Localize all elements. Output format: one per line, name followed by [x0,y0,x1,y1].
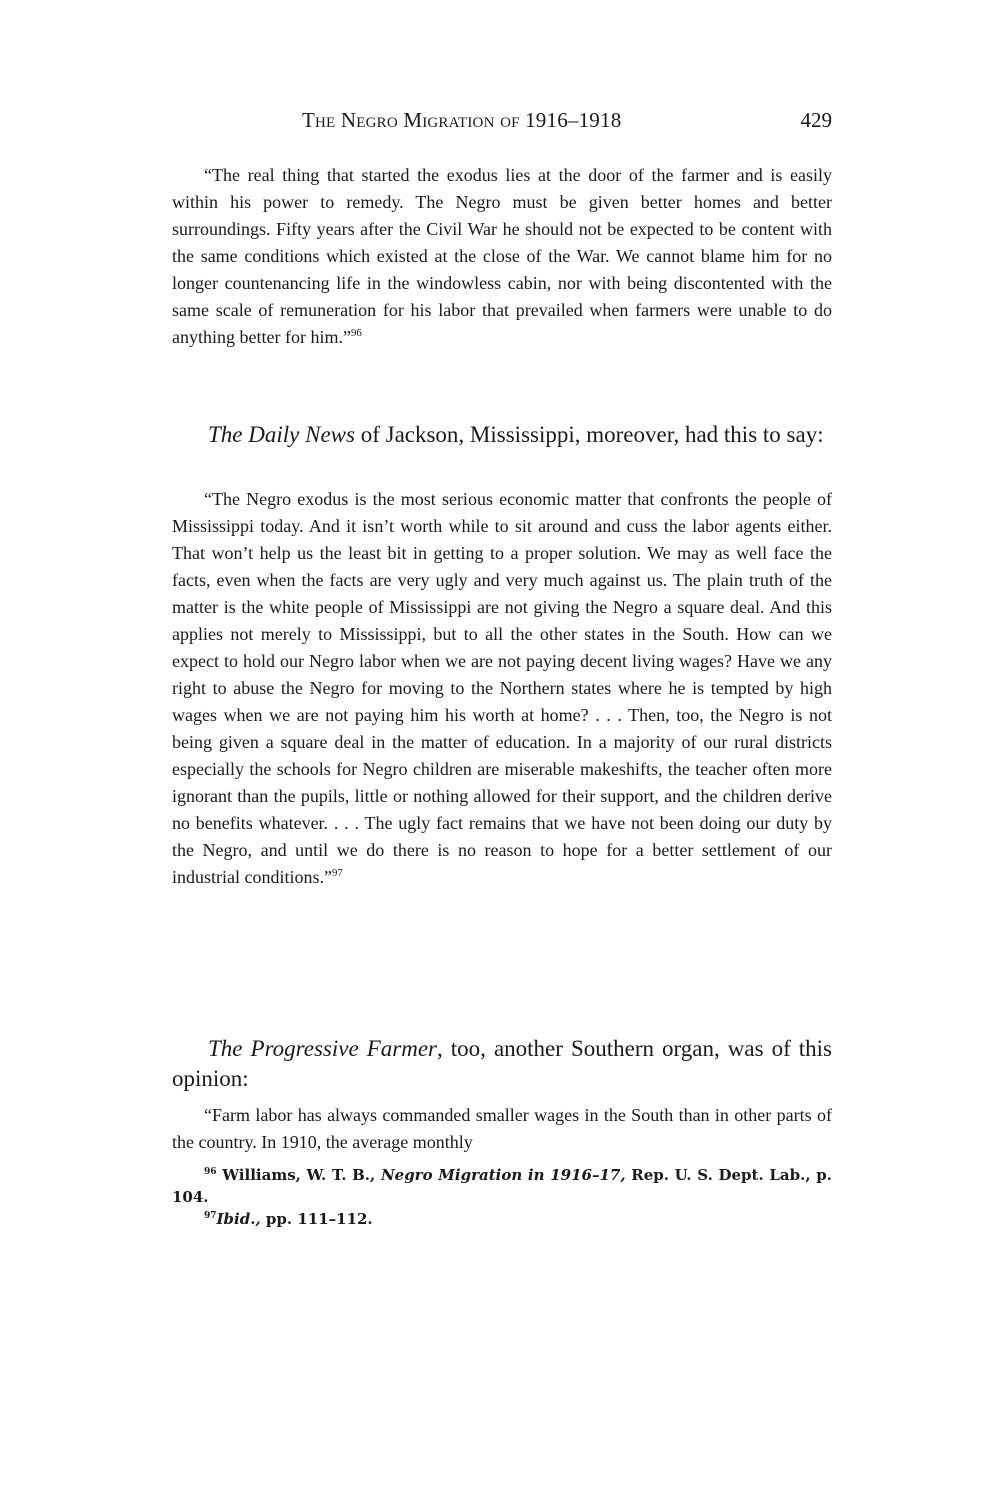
footnote-title: Ibid., [216,1210,261,1228]
body-paragraph-daily-news [172,420,832,450]
quote-text: “Farm labor has always commanded smaller wages in the South than in other parts of the country. In 1910, the average monthly [172,1105,832,1152]
block-quote-farmer [172,162,832,351]
block-quote-daily-news [172,486,832,891]
quote-text: “The real thing that started the exodus lies at the door of the farmer and is easily within his power to remedy. The Negro must be given better homes and better surroundings. Fifty years after the Civil War he should not be expected to be content with the same conditions which existed at the close of the War. We cannot blame him for no longer countenancing life in the windowless cabin, nor with being discontented with the same scale of remuneration for his labor that prevailed when farmers were unable to do anything better for him.” [172,165,832,347]
footnote-96 [172,1164,832,1208]
footnote-title: Negro Migration in 1916–17, [380,1166,626,1184]
paragraph-text: of Jackson, Mississippi, moreover, had this to say: [354,422,824,447]
block-quote-progressive-farmer [172,1102,832,1156]
running-head [172,108,832,140]
quote-text: “The Negro exodus is the most serious economic matter that confronts the people of Mississippi today. And it isn’t worth while to sit around and cuss the labor agents either. That won’t help us the least bit in getting to a proper solution. We may as well face the facts, even when the facts are very ugly and very much against us. The plain truth of the matter is the white people of Mississippi are not giving the Negro a square deal. And this applies not merely to Mississippi, but to all the other states in the South. How can we expect to hold our Negro labor when we are not paying decent living wages? Have we any right to abuse the Negro for moving to the Northern states where he is tempted by high wages when we are not paying him his worth at home? . . . Then, too, the Negro is not being given a square deal in the matter of education. In a majority of our rural districts especially the schools for Negro children are miserable makeshifts, the teacher often more ignorant than the pupils, little or nothing allowed for their support, and the children derive no benefits whatever. . . . The ugly fact remains that we have not been doing our duty by the Negro, and until we do there is no reason to hope for a better settlement of our industrial conditions.” [172,489,832,887]
footnote-number: 96 [204,1167,217,1177]
body-paragraph-progressive-farmer [172,1034,832,1094]
footnote-source: pp. 111–112. [260,1210,373,1228]
footnote-ref-97: 97 [331,867,343,879]
newspaper-title: The Progressive Farmer [208,1036,437,1061]
footnotes [172,1164,832,1230]
paragraph-text: , too, another Southern organ, was of this opinion: [172,1036,832,1091]
footnote-ref-96: 96 [350,327,362,339]
newspaper-title: The Daily News [208,422,355,447]
footnote-source: Rep. U. S. Dept. Lab., p. 104. [172,1166,832,1206]
footnote-number: 97 [204,1211,217,1221]
running-title: The Negro Migration of 1916–1918 [302,108,622,132]
footnote-97 [172,1208,832,1230]
page-number: 429 [800,108,832,132]
footnote-author: Williams, W. T. B., [216,1166,381,1184]
